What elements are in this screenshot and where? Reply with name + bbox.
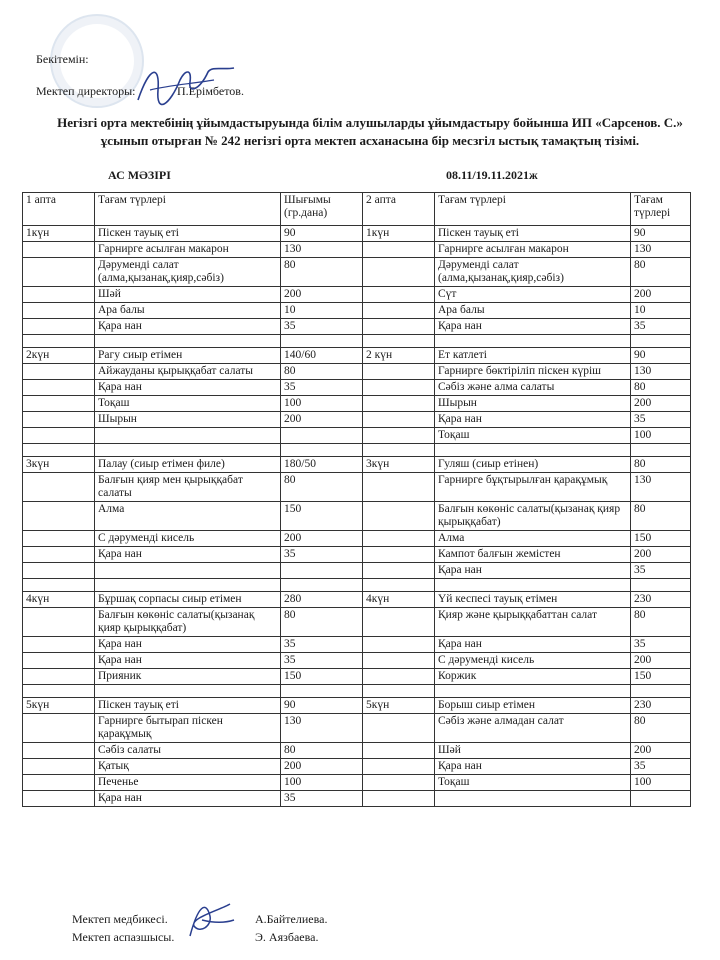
week1-day-cell (23, 428, 95, 444)
week2-dish-cell: Піскен тауық еті (435, 226, 631, 242)
week2-day-cell: 3күн (363, 457, 435, 473)
spacer-cell (631, 444, 691, 457)
week2-portion-cell: 200 (631, 743, 691, 759)
table-row (23, 669, 691, 685)
week2-dish-cell: Сәбіз және алма салаты (435, 380, 631, 396)
week2-portion-cell: 90 (631, 226, 691, 242)
week1-portion-cell: 90 (281, 226, 363, 242)
spacer-cell (95, 579, 281, 592)
week2-portion-cell: 35 (631, 759, 691, 775)
week1-dish-cell: Гарнирге асылған макарон (95, 242, 281, 258)
week2-day-cell (363, 759, 435, 775)
spacer-cell (435, 444, 631, 457)
week1-dish-cell: Сәбіз салаты (95, 743, 281, 759)
week2-dish-cell: Тоқаш (435, 775, 631, 791)
week2-day-cell (363, 547, 435, 563)
column-header: 2 апта (363, 193, 435, 226)
week2-dish-cell: Тоқаш (435, 428, 631, 444)
week1-portion-cell: 150 (281, 669, 363, 685)
week1-day-cell (23, 364, 95, 380)
week2-portion-cell: 80 (631, 608, 691, 637)
week2-day-cell (363, 319, 435, 335)
spacer-cell (281, 444, 363, 457)
week2-day-cell (363, 412, 435, 428)
week2-portion-cell: 200 (631, 547, 691, 563)
week1-portion-cell: 180/50 (281, 457, 363, 473)
spacer-cell (363, 444, 435, 457)
table-row (23, 242, 691, 258)
week1-portion-cell: 150 (281, 502, 363, 531)
spacer-cell (281, 335, 363, 348)
table-row (23, 637, 691, 653)
week1-dish-cell: Қатық (95, 759, 281, 775)
table-row (23, 258, 691, 287)
week2-portion-cell: 230 (631, 592, 691, 608)
spacer-row (23, 579, 691, 592)
staff-signature (180, 896, 240, 942)
table-row (23, 287, 691, 303)
week1-day-cell (23, 743, 95, 759)
week1-day-cell (23, 502, 95, 531)
spacer-row (23, 444, 691, 457)
week2-portion-cell: 200 (631, 653, 691, 669)
table-row (23, 396, 691, 412)
week2-portion-cell: 150 (631, 531, 691, 547)
week2-day-cell (363, 287, 435, 303)
week1-portion-cell (281, 563, 363, 579)
week1-day-cell (23, 775, 95, 791)
spacer-cell (435, 335, 631, 348)
week1-dish-cell: Ара балы (95, 303, 281, 319)
week1-portion-cell: 200 (281, 287, 363, 303)
spacer-row (23, 335, 691, 348)
week1-portion-cell: 35 (281, 547, 363, 563)
title-line-1: Негізгі орта мектебінің ұйымдастыруында білім алушыларды ұйымдастыру бойынша ИП «Сарсенов. С.» (57, 115, 683, 130)
spacer-cell (23, 335, 95, 348)
week2-dish-cell: Гарнирге бұқтырылған қарақұмық (435, 473, 631, 502)
spacer-cell (23, 685, 95, 698)
week2-dish-cell: Ет катлеті (435, 348, 631, 364)
week1-day-cell (23, 637, 95, 653)
spacer-row (23, 685, 691, 698)
week1-dish-cell: Қара нан (95, 653, 281, 669)
week1-dish-cell: С дәруменді кисель (95, 531, 281, 547)
week1-dish-cell: Печенье (95, 775, 281, 791)
week2-day-cell (363, 563, 435, 579)
week2-day-cell (363, 714, 435, 743)
week2-dish-cell: Үй кеспесі тауық етімен (435, 592, 631, 608)
week2-day-cell (363, 396, 435, 412)
week2-portion-cell: 150 (631, 669, 691, 685)
cook-name: Э. Аязбаева. (255, 930, 319, 944)
spacer-cell (363, 335, 435, 348)
table-row (23, 775, 691, 791)
week1-day-cell (23, 303, 95, 319)
week1-dish-cell: Қара нан (95, 547, 281, 563)
spacer-cell (435, 685, 631, 698)
week1-dish-cell: Қара нан (95, 319, 281, 335)
week2-day-cell (363, 653, 435, 669)
nurse-name: А.Байтелиева. (255, 912, 328, 926)
week2-dish-cell: Алма (435, 531, 631, 547)
column-header: Шығымы (гр.дана) (281, 193, 363, 226)
week1-day-cell (23, 473, 95, 502)
title-line-2: ұсынып отырған № 242 негізгі орта мектеп асханасына бір месзгіл ыстық тамақтың тізімі. (100, 133, 640, 148)
table-row (23, 348, 691, 364)
week1-portion-cell: 200 (281, 531, 363, 547)
week2-dish-cell: Қара нан (435, 412, 631, 428)
approval-label: Бекітемін: (36, 52, 89, 66)
week2-dish-cell: Сәбіз және алмадан салат (435, 714, 631, 743)
column-header: Тағам түрлері (435, 193, 631, 226)
spacer-cell (631, 685, 691, 698)
week1-dish-cell: Бұршақ сорпасы сиыр етімен (95, 592, 281, 608)
week2-dish-cell: Ара балы (435, 303, 631, 319)
week2-portion-cell: 80 (631, 457, 691, 473)
week1-portion-cell: 35 (281, 791, 363, 807)
week2-day-cell (363, 791, 435, 807)
week1-dish-cell: Қара нан (95, 380, 281, 396)
week1-dish-cell: Рагу сиыр етімен (95, 348, 281, 364)
week1-portion-cell: 280 (281, 592, 363, 608)
week1-dish-cell: Гарнирге бытырап піскен қарақұмық (95, 714, 281, 743)
week2-dish-cell: Гуляш (сиыр етінен) (435, 457, 631, 473)
week2-dish-cell: Қияр және қырыққабаттан салат (435, 608, 631, 637)
week1-dish-cell: Піскен тауық еті (95, 698, 281, 714)
week1-portion-cell: 100 (281, 775, 363, 791)
week1-portion-cell: 10 (281, 303, 363, 319)
week2-day-cell (363, 380, 435, 396)
week1-dish-cell: Балғын қияр мен қырыққабат салаты (95, 473, 281, 502)
spacer-cell (281, 579, 363, 592)
week1-portion-cell: 200 (281, 412, 363, 428)
week2-dish-cell (435, 791, 631, 807)
week1-day-cell: 2күн (23, 348, 95, 364)
nurse-label: Мектеп медбикесі. (72, 912, 168, 926)
week2-day-cell: 4күн (363, 592, 435, 608)
week2-portion-cell (631, 791, 691, 807)
week2-dish-cell: Борыш сиыр етімен (435, 698, 631, 714)
column-header: Тағам түрлері (95, 193, 281, 226)
week1-dish-cell: Піскен тауық еті (95, 226, 281, 242)
week1-day-cell (23, 319, 95, 335)
week2-portion-cell: 100 (631, 775, 691, 791)
table-row (23, 364, 691, 380)
table-row (23, 473, 691, 502)
week2-portion-cell: 80 (631, 380, 691, 396)
week2-portion-cell: 35 (631, 319, 691, 335)
week2-portion-cell: 230 (631, 698, 691, 714)
week1-day-cell: 4күн (23, 592, 95, 608)
week2-day-cell (363, 258, 435, 287)
week1-portion-cell: 80 (281, 258, 363, 287)
week1-day-cell (23, 287, 95, 303)
table-row (23, 531, 691, 547)
week2-dish-cell: Кампот балғын жемістен (435, 547, 631, 563)
table-row (23, 502, 691, 531)
menu-table (22, 192, 691, 807)
week2-dish-cell: Қара нан (435, 637, 631, 653)
week1-day-cell: 3күн (23, 457, 95, 473)
week2-dish-cell: Сүт (435, 287, 631, 303)
week1-day-cell (23, 653, 95, 669)
table-row (23, 563, 691, 579)
week1-dish-cell: Палау (сиыр етімен филе) (95, 457, 281, 473)
week2-portion-cell: 130 (631, 364, 691, 380)
week1-dish-cell: Айжауданы қырыққабат салаты (95, 364, 281, 380)
week1-portion-cell: 80 (281, 364, 363, 380)
week2-day-cell (363, 502, 435, 531)
director-label: Мектеп директоры: (36, 84, 136, 98)
spacer-cell (23, 579, 95, 592)
table-row (23, 592, 691, 608)
document-title (40, 114, 700, 150)
week2-dish-cell: Гарнирге бөктіріліп піскен күріш (435, 364, 631, 380)
week1-portion-cell: 140/60 (281, 348, 363, 364)
week2-portion-cell: 200 (631, 396, 691, 412)
week2-dish-cell: Балғын көкөніс салаты(қызанақ қияр қырыққабат) (435, 502, 631, 531)
table-row (23, 319, 691, 335)
week1-portion-cell: 200 (281, 759, 363, 775)
week1-day-cell (23, 563, 95, 579)
week2-portion-cell: 35 (631, 637, 691, 653)
table-row (23, 608, 691, 637)
week2-portion-cell: 130 (631, 242, 691, 258)
table-row (23, 412, 691, 428)
week2-day-cell: 1күн (363, 226, 435, 242)
week1-portion-cell: 35 (281, 319, 363, 335)
week1-portion-cell: 35 (281, 380, 363, 396)
cook-label: Мектеп аспазшысы. (72, 930, 175, 944)
week1-dish-cell: Шырын (95, 412, 281, 428)
week1-day-cell (23, 759, 95, 775)
week2-dish-cell: Қара нан (435, 319, 631, 335)
week2-day-cell (363, 303, 435, 319)
date-range: 08.11/19.11.2021ж (446, 168, 538, 182)
column-header: 1 апта (23, 193, 95, 226)
week1-day-cell (23, 396, 95, 412)
spacer-cell (363, 579, 435, 592)
week1-day-cell (23, 380, 95, 396)
week1-dish-cell: Қара нан (95, 791, 281, 807)
week1-day-cell (23, 412, 95, 428)
week1-dish-cell: Алма (95, 502, 281, 531)
week2-dish-cell: Шырын (435, 396, 631, 412)
week2-portion-cell: 10 (631, 303, 691, 319)
week2-portion-cell: 90 (631, 348, 691, 364)
table-row (23, 380, 691, 396)
week1-portion-cell (281, 428, 363, 444)
menu-heading: АС МӘЗІРІ (108, 168, 171, 182)
week2-dish-cell: Дәруменді салат (алма,қызанақ,қияр,сәбіз) (435, 258, 631, 287)
week1-day-cell: 1күн (23, 226, 95, 242)
week2-portion-cell: 80 (631, 258, 691, 287)
week1-portion-cell: 35 (281, 637, 363, 653)
week1-portion-cell: 130 (281, 242, 363, 258)
week1-dish-cell: Прияник (95, 669, 281, 685)
week1-day-cell (23, 547, 95, 563)
week1-dish-cell (95, 428, 281, 444)
week1-day-cell (23, 258, 95, 287)
week1-dish-cell (95, 563, 281, 579)
table-row (23, 791, 691, 807)
table-row (23, 226, 691, 242)
week2-dish-cell: Гарнирге асылған макарон (435, 242, 631, 258)
week2-day-cell (363, 242, 435, 258)
week2-dish-cell: Шәй (435, 743, 631, 759)
spacer-cell (95, 444, 281, 457)
week2-day-cell (363, 531, 435, 547)
week1-day-cell (23, 608, 95, 637)
week2-portion-cell: 35 (631, 412, 691, 428)
week2-portion-cell: 35 (631, 563, 691, 579)
week1-day-cell (23, 714, 95, 743)
table-row (23, 759, 691, 775)
spacer-cell (435, 579, 631, 592)
week2-day-cell (363, 669, 435, 685)
week1-dish-cell: Дәруменді салат (алма,қызанақ,қияр,сәбіз) (95, 258, 281, 287)
table-row (23, 428, 691, 444)
week1-portion-cell: 90 (281, 698, 363, 714)
week1-portion-cell: 130 (281, 714, 363, 743)
week2-dish-cell: Қара нан (435, 759, 631, 775)
week1-day-cell (23, 791, 95, 807)
week1-dish-cell: Тоқаш (95, 396, 281, 412)
director-signature (130, 60, 240, 110)
week2-dish-cell: Коржик (435, 669, 631, 685)
week2-day-cell (363, 775, 435, 791)
table-row (23, 714, 691, 743)
column-header: Тағам түрлері (631, 193, 691, 226)
week2-day-cell (363, 608, 435, 637)
table-header-row (23, 193, 691, 226)
week2-portion-cell: 80 (631, 714, 691, 743)
week2-dish-cell: С дәруменді кисель (435, 653, 631, 669)
week1-day-cell (23, 242, 95, 258)
table-row (23, 303, 691, 319)
week2-day-cell (363, 637, 435, 653)
week2-portion-cell: 130 (631, 473, 691, 502)
week2-day-cell: 2 күн (363, 348, 435, 364)
spacer-cell (363, 685, 435, 698)
spacer-cell (95, 685, 281, 698)
week1-portion-cell: 35 (281, 653, 363, 669)
week1-portion-cell: 80 (281, 473, 363, 502)
spacer-cell (23, 444, 95, 457)
week2-day-cell (363, 428, 435, 444)
menu-table-body (23, 226, 691, 807)
table-row (23, 547, 691, 563)
week2-day-cell (363, 364, 435, 380)
week1-day-cell: 5күн (23, 698, 95, 714)
week2-day-cell (363, 743, 435, 759)
spacer-cell (631, 579, 691, 592)
week1-portion-cell: 80 (281, 608, 363, 637)
table-row (23, 698, 691, 714)
week2-portion-cell: 200 (631, 287, 691, 303)
week1-dish-cell: Шәй (95, 287, 281, 303)
week1-day-cell (23, 669, 95, 685)
week1-portion-cell: 100 (281, 396, 363, 412)
week1-portion-cell: 80 (281, 743, 363, 759)
week2-dish-cell: Қара нан (435, 563, 631, 579)
week1-dish-cell: Балғын көкөніс салаты(қызанақ қияр қырыққабат) (95, 608, 281, 637)
director-name: П.Ерімбетов. (177, 84, 244, 98)
week1-day-cell (23, 531, 95, 547)
table-row (23, 743, 691, 759)
spacer-cell (281, 685, 363, 698)
week2-portion-cell: 100 (631, 428, 691, 444)
table-row (23, 653, 691, 669)
week1-dish-cell: Қара нан (95, 637, 281, 653)
week2-portion-cell: 80 (631, 502, 691, 531)
table-row (23, 457, 691, 473)
week2-day-cell: 5күн (363, 698, 435, 714)
week2-day-cell (363, 473, 435, 502)
spacer-cell (631, 335, 691, 348)
spacer-cell (95, 335, 281, 348)
